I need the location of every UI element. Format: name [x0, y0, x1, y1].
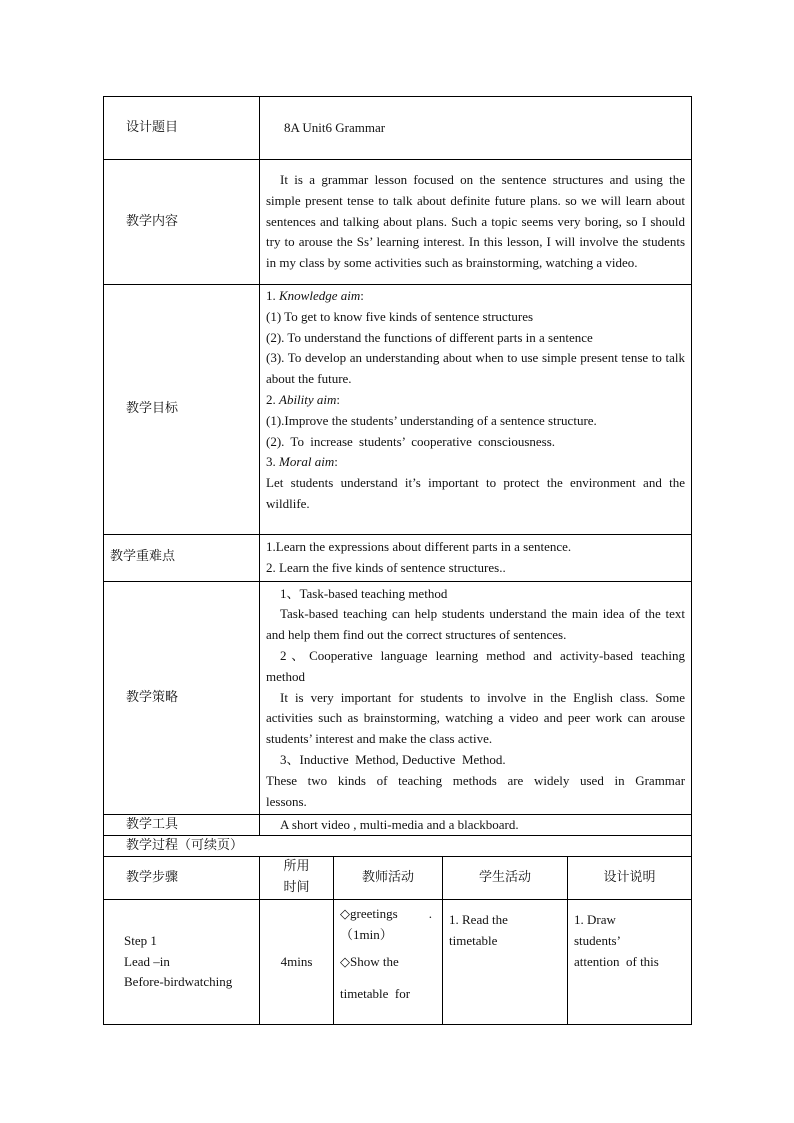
ability-aim-number: 2.	[266, 391, 279, 407]
design-topic-value: 8A Unit6 Grammar	[260, 97, 692, 160]
knowledge-aim-number: 1.	[266, 288, 279, 303]
time-header-line2: 时间	[283, 880, 310, 896]
strategy-paragraph: 3、Inductive Method, Deductive Method.	[280, 751, 506, 767]
ability-aim-item: (2). To increase students’ cooperative consciousness.	[266, 433, 556, 449]
student-activity-cell	[443, 899, 568, 1024]
process-title-row	[104, 836, 692, 857]
strategy-label: 教学策略	[104, 581, 260, 815]
moral-aim-colon: :	[334, 454, 338, 470]
design-notes-cell	[568, 899, 692, 1024]
teacher-dot: .	[428, 905, 432, 921]
process-header-row	[104, 857, 692, 900]
teacher-line: timetable for	[340, 985, 411, 1001]
ability-aim-colon: :	[336, 391, 341, 407]
step-header: 教学步骤	[104, 857, 260, 900]
moral-aim-heading	[266, 452, 685, 473]
strategy-cell	[260, 581, 692, 815]
moral-aim-item: Let students understand it’s important to protect the environment and the wildlife.	[266, 475, 686, 511]
content-row	[104, 160, 692, 285]
knowledge-aim-item: (2). To understand the functions of different parts in a sentence	[266, 329, 593, 345]
teacher-line: ◇Show the	[340, 953, 399, 969]
teacher-line-text: ◇greetings	[340, 905, 398, 921]
teacher-line	[340, 904, 436, 925]
teacher-activity-cell	[334, 899, 443, 1024]
moral-aim-title: Moral aim	[279, 454, 335, 470]
key-points-label: 教学重难点	[104, 535, 260, 582]
step-line: Step 1	[124, 932, 157, 948]
aims-row	[104, 285, 692, 535]
aims-label: 教学目标	[104, 285, 260, 535]
process-step-row	[104, 899, 692, 1024]
content-cell	[260, 160, 692, 285]
strategy-paragraph: It is very important for students to involve in the English class. Some activities such as brainstorming, watching a video and peer work can arouse students’ interest and make the class active.	[266, 689, 686, 747]
content-label: 教学内容	[104, 160, 260, 285]
student-activity-header: 学生活动	[443, 857, 568, 900]
student-line: timetable	[449, 932, 498, 948]
key-point-item: 2. Learn the five kinds of sentence structures..	[266, 559, 506, 575]
knowledge-aim-heading	[266, 286, 685, 307]
content-text: It is a grammar lesson focused on the sentence structures and using the simple present tense to talk about definite future plans. so we will learn about sentences and talking about plans. Such a topic seems very boring, so I should try to arouse the Ss’ learning interest. In this lesson, I will involve the students in my class by some activities such as brainstorming, watching a video.	[266, 172, 686, 271]
strategy-row	[104, 581, 692, 815]
strategy-paragraph: 1、Task-based teaching method	[280, 585, 448, 601]
strategy-paragraph: 2、Cooperative language learning method and activity-based teaching method	[266, 647, 686, 684]
strategy-paragraph: Task-based teaching can help students understand the main idea of the text and help them find out the correct structures of sentences.	[266, 606, 686, 643]
knowledge-aim-title: Knowledge aim	[279, 288, 361, 303]
time-header-line1: 所用	[283, 859, 310, 875]
step-line: Lead –in	[124, 953, 170, 969]
design-topic-row	[104, 97, 692, 160]
lesson-plan-table	[103, 96, 692, 1025]
tools-label: 教学工具	[104, 815, 260, 836]
ability-aim-title: Ability aim	[279, 391, 337, 407]
design-notes-header: 设计说明	[568, 857, 692, 900]
time-cell: 4mins	[260, 899, 334, 1024]
knowledge-aim-item: (3). To develop an understanding about when to use simple present tense to talk about the future.	[266, 350, 686, 387]
tools-row	[104, 815, 692, 836]
design-line: attention of this	[574, 953, 659, 969]
knowledge-aim-item: (1) To get to know five kinds of sentence structures	[266, 308, 534, 324]
key-points-row	[104, 535, 692, 582]
strategy-paragraph: These two kinds of teaching methods are widely used in Grammar lessons.	[266, 772, 686, 809]
design-topic-label: 设计题目	[104, 97, 260, 160]
student-line: 1. Read the	[449, 911, 508, 927]
moral-aim-number: 3.	[266, 454, 279, 470]
step-cell	[104, 899, 260, 1024]
design-line: 1. Draw	[574, 911, 616, 927]
ability-aim-item: (1).Improve the students’ understanding of a sentence structure.	[266, 412, 597, 428]
design-line: students’	[574, 932, 621, 948]
teacher-line: （1min）	[340, 926, 393, 942]
ability-aim-heading	[266, 390, 685, 411]
process-title: 教学过程（可续页）	[104, 836, 692, 857]
teacher-activity-header: 教师活动	[334, 857, 443, 900]
knowledge-aim-colon: :	[360, 288, 364, 303]
key-point-item: 1.Learn the expressions about different parts in a sentence.	[266, 539, 572, 554]
time-header	[260, 857, 334, 900]
aims-cell	[260, 285, 692, 535]
step-line: Before-birdwatching	[124, 974, 233, 990]
key-points-cell	[260, 535, 692, 582]
tools-value: A short video , multi-media and a blackboard.	[260, 815, 692, 836]
